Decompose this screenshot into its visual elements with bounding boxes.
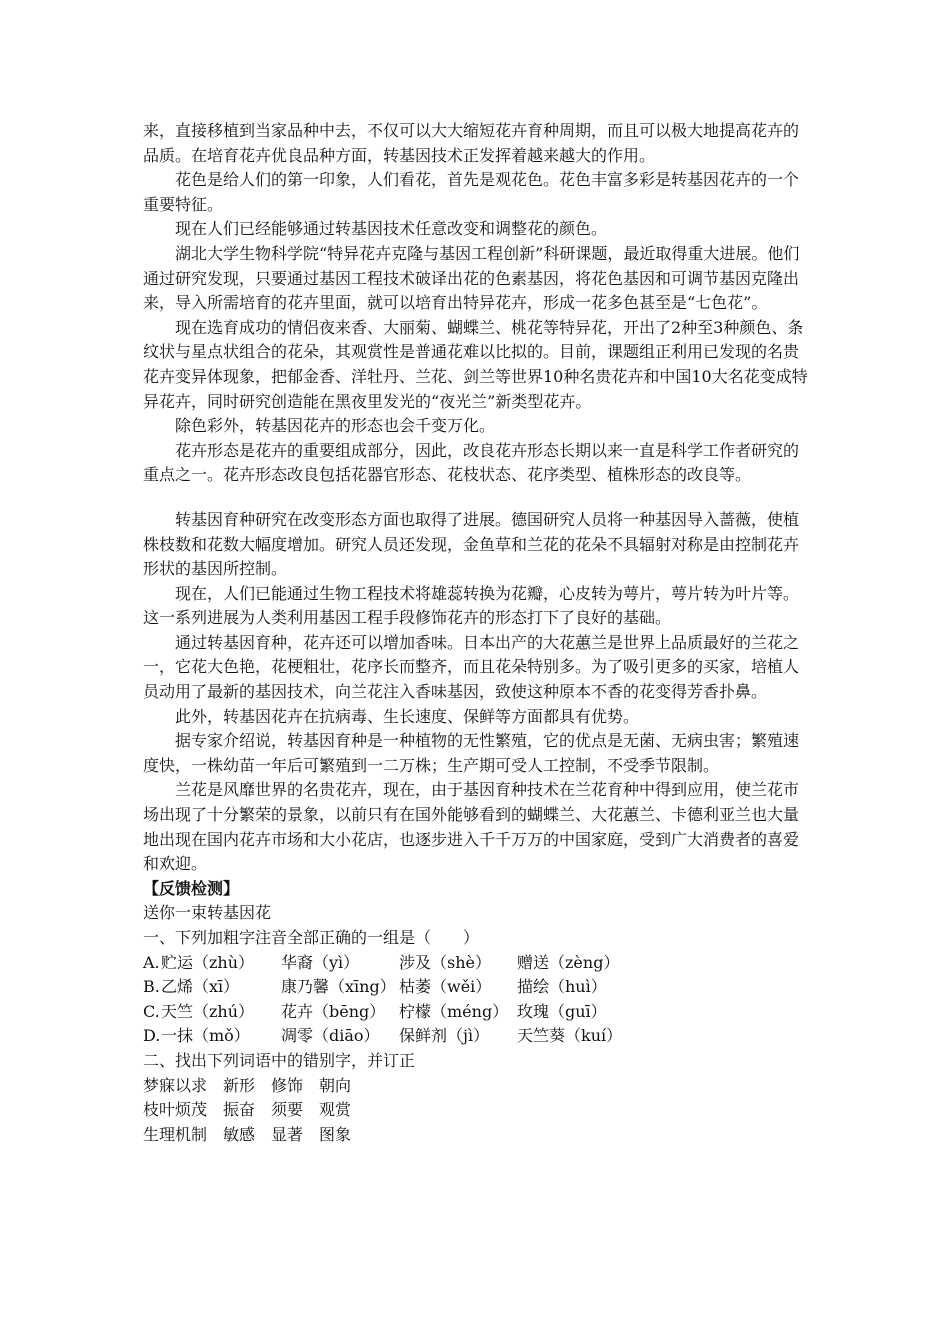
option-item: 花卉（bēng） (281, 1001, 386, 1021)
paragraph: 现在选育成功的情侣夜来香、大丽菊、蝴蝶兰、桃花等特异花，开出了2种至3种颜色、条纹状与星点状组合的花朵，其观赏性是普通花难以比拟的。目前，课题组正利用已发现的名贵花卉变异体现象，把郁金香、洋牡丹、兰花、剑兰等世界10种名贵花卉和中国10大名花变成特异花卉，同时研究创造能在黑夜里发光的“夜光兰”新类型花卉。 (143, 317, 808, 411)
paragraph: 来，直接移植到当家品种中去，不仅可以大大缩短花卉育种周期，而且可以极大地提高花卉的品质。在培育花卉优良品种方面，转基因技术正发挥着越来越大的作用。 (143, 121, 800, 165)
option-row (143, 1000, 811, 1025)
paragraph: 湖北大学生物科学院“特异花卉克隆与基因工程创新”科研课题，最近取得重大进展。他们通过研究发现，只要通过基因工程技术破译出花的色素基因，将花色基因和可调节基因克隆出来，导入所需培育的花卉里面，就可以培育出特异花卉，形成一花多色甚至是“七色花”。 (143, 243, 800, 313)
option-item: 乙烯（xī） (161, 977, 240, 997)
word-item: 新形 (223, 1075, 256, 1095)
option-item: 柠檬（méng） (399, 1001, 509, 1021)
option-item: 天竺葵（kuí） (517, 1026, 623, 1046)
word-item: 梦寐以求 (143, 1075, 208, 1095)
word-item: 修饰 (271, 1075, 304, 1095)
option-row (143, 975, 811, 1000)
paragraph: 现在，人们已能通过生物工程技术将雄蕊转换为花瓣，心皮转为萼片，萼片转为叶片等。这一系列进展为人类利用基因工程手段修饰花卉的形态打下了良好的基础。 (143, 583, 800, 628)
paragraph: 据专家介绍说，转基因育种是一种植物的无性繁殖，它的优点是无菌、无病虫害；繁殖速度快，一株幼苗一年后可繁殖到一二万株；生产期可受人工控制，不受季节限制。 (143, 731, 800, 775)
option-item: 赠送（zèng） (517, 952, 620, 972)
paragraph: 此外，转基因花卉在抗病毒、生长速度、保鲜等方面都具有优势。 (175, 706, 640, 726)
option-letter: A. (143, 952, 160, 972)
option-letter: C. (143, 1001, 160, 1021)
word-item: 观赏 (319, 1100, 352, 1120)
option-item: 康乃馨（xīng） (281, 977, 396, 997)
paragraph-gap (143, 488, 811, 508)
option-item: 贮运（zhù） (161, 952, 255, 972)
paragraph: 除色彩外，转基因花卉的形态也会千变万化。 (175, 416, 496, 436)
word-item: 图象 (319, 1124, 352, 1144)
option-row (143, 1024, 811, 1049)
word-item: 生理机制 (143, 1124, 208, 1144)
paragraph: 转基因育种研究在改变形态方面也取得了进展。德国研究人员将一种基因导入蔷薇，使植株枝数和花数大幅度增加。研究人员还发现，金鱼草和兰花的花朵不具辐射对称是由控制花卉形状的基因所控制。 (143, 509, 800, 579)
option-row (143, 951, 811, 976)
paragraph: 花色是给人们的第一印象，人们看花，首先是观花色。花色丰富多彩是转基因花卉的一个重要特征。 (143, 170, 800, 214)
article-body (143, 119, 811, 877)
option-item: 涉及（shè） (399, 952, 491, 972)
word-item: 须要 (271, 1100, 304, 1120)
word-row (143, 1123, 811, 1148)
option-item: 玫瑰（guī） (517, 1001, 607, 1021)
word-item: 敏感 (223, 1124, 256, 1144)
option-item: 华裔（yì） (281, 952, 360, 972)
question-2-word-rows (143, 1074, 811, 1148)
question-1-prompt: 一、下列加粗字注音全部正确的一组是（ ） (143, 928, 480, 947)
question-2-prompt: 二、找出下列词语中的错别字，并订正 (143, 1050, 416, 1070)
paragraph: 兰花是风靡世界的名贵花卉，现在，由于基因育种技术在兰花育种中得到应用，使兰花市场出现了十分繁荣的景象，以前只有在国外能够看到的蝴蝶兰、大花蕙兰、卡德利亚兰也大量地出现在国内花卉市场和大小花店，也逐步进入千千万万的中国家庭，受到广大消费者的喜爱和欢迎。 (143, 780, 800, 874)
option-letter: B. (143, 977, 160, 997)
option-item: 凋零（diāo） (281, 1026, 380, 1046)
word-item: 朝向 (319, 1075, 352, 1095)
paragraph: 通过转基因育种，花卉还可以增加香味。日本出产的大花蕙兰是世界上品质最好的兰花之一，它花大色艳，花梗粗壮，花序长而整齐，而且花朵特别多。为了吸引更多的买家，培植人员动用了最新的基因技术，向兰花注入香味基因，致使这种原本不香的花变得芳香扑鼻。 (143, 632, 800, 702)
word-item: 枝叶烦茂 (143, 1100, 208, 1120)
paragraph: 现在人们已经能够通过转基因技术任意改变和调整花的颜色。 (175, 219, 608, 239)
option-item: 枯萎（wěi） (399, 977, 492, 997)
word-row (143, 1098, 811, 1123)
paragraph: 花卉形态是花卉的重要组成部分，因此，改良花卉形态长期以来一直是科学工作者研究的重点之一。花卉形态改良包括花器官形态、花枝状态、花序类型、植株形态的改良等。 (143, 440, 800, 485)
option-letter: D. (143, 1026, 161, 1046)
word-row (143, 1074, 811, 1099)
subtitle: 送你一束转基因花 (143, 903, 272, 923)
question-1-options (143, 951, 811, 1049)
document-page (143, 119, 811, 1147)
option-item: 天竺（zhú） (161, 1001, 255, 1021)
feedback-heading: 【反馈检测】 (143, 878, 240, 898)
option-item: 描绘（huì） (517, 977, 607, 997)
option-item: 保鲜剂（jì） (399, 1026, 490, 1046)
option-item: 一抹（mǒ） (161, 1026, 250, 1046)
word-item: 显著 (271, 1124, 304, 1144)
word-item: 振奋 (223, 1100, 256, 1120)
